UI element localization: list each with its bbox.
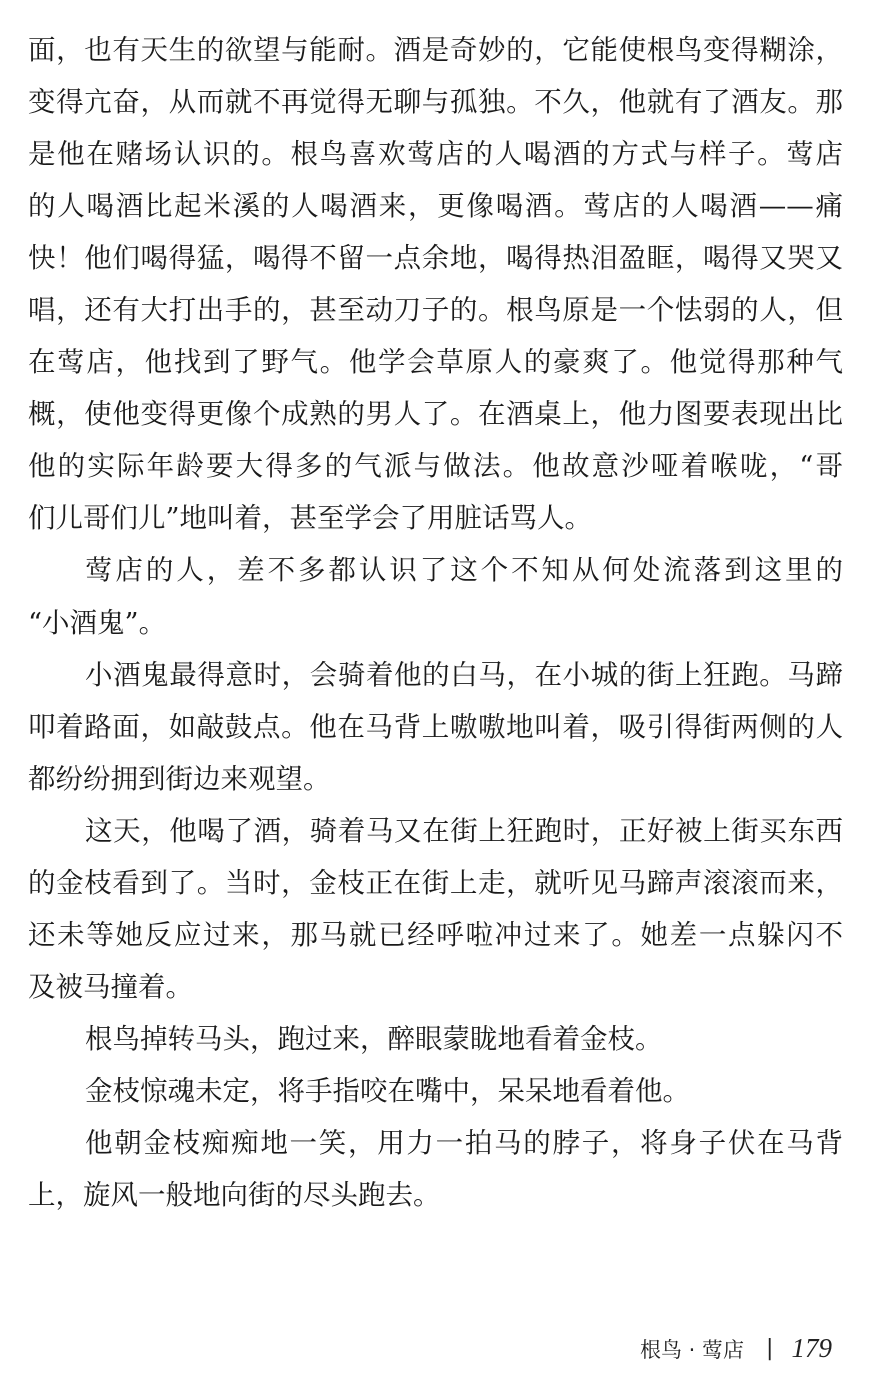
text-line: 的金枝看到了。当时，金枝正在街上走，就听见马蹄声滚滚而来，: [28, 866, 843, 899]
body-text: [28, 24, 843, 1221]
paragraph: [28, 805, 843, 1013]
text-line: 这天，他喝了酒，骑着马又在街上狂跑时，正好被上街买东西: [85, 814, 843, 847]
paragraph: [28, 1065, 843, 1117]
text-line: 根鸟掉转马头，跑过来，醉眼蒙眬地看着金枝。: [85, 1022, 663, 1055]
text-line: 叩着路面，如敲鼓点。他在马背上嗷嗷地叫着，吸引得街两侧的人: [28, 710, 843, 743]
footer-separator: |: [766, 1336, 774, 1361]
paragraph: [28, 24, 843, 544]
text-line: 变得亢奋，从而就不再觉得无聊与孤独。不久，他就有了酒友。那: [28, 86, 843, 119]
text-line: 们儿哥们儿”地叫着，甚至学会了用脏话骂人。: [28, 502, 593, 535]
text-line: 金枝惊魂未定，将手指咬在嘴中，呆呆地看着他。: [85, 1074, 690, 1107]
text-line: 快！他们喝得猛，喝得不留一点余地，喝得热泪盈眶，喝得又哭又: [28, 242, 843, 275]
text-line: 上，旋风一般地向街的尽头跑去。: [28, 1179, 441, 1212]
text-line: 小酒鬼最得意时，会骑着他的白马，在小城的街上狂跑。马蹄: [85, 658, 843, 691]
text-line: 的人喝酒比起米溪的人喝酒来，更像喝酒。莺店的人喝酒——痛: [28, 190, 843, 223]
text-line: 唱，还有大打出手的，甚至动刀子的。根鸟原是一个怯弱的人，但: [28, 294, 843, 327]
text-line: 还未等她反应过来，那马就已经呼啦冲过来了。她差一点躲闪不: [28, 918, 843, 951]
paragraph: [28, 1013, 843, 1065]
text-line: 是他在赌场认识的。根鸟喜欢莺店的人喝酒的方式与样子。莺店: [28, 138, 843, 171]
text-line: “小酒鬼”。: [28, 606, 167, 639]
text-line: 概，使他变得更像个成熟的男人了。在酒桌上，他力图要表现出比: [28, 398, 843, 431]
text-line: 他的实际年龄要大得多的气派与做法。他故意沙哑着喉咙，“哥: [28, 450, 843, 483]
text-line: 及被马撞着。: [28, 970, 193, 1003]
page-footer: [640, 1333, 832, 1364]
paragraph: [28, 544, 843, 648]
text-line: 面，也有天生的欲望与能耐。酒是奇妙的，它能使根鸟变得糊涂，: [28, 34, 843, 66]
text-line: 他朝金枝痴痴地一笑，用力一拍马的脖子，将身子伏在马背: [85, 1126, 843, 1159]
running-head: 根鸟 · 莺店: [640, 1337, 745, 1362]
page-number: 179: [791, 1333, 832, 1363]
paragraph: [28, 1117, 843, 1221]
text-line: 在莺店，他找到了野气。他学会草原人的豪爽了。他觉得那种气: [28, 346, 843, 379]
paragraph: [28, 649, 843, 805]
text-line: 莺店的人，差不多都认识了这个不知从何处流落到这里的: [85, 554, 843, 587]
text-line: 都纷纷拥到街边来观望。: [28, 762, 331, 795]
